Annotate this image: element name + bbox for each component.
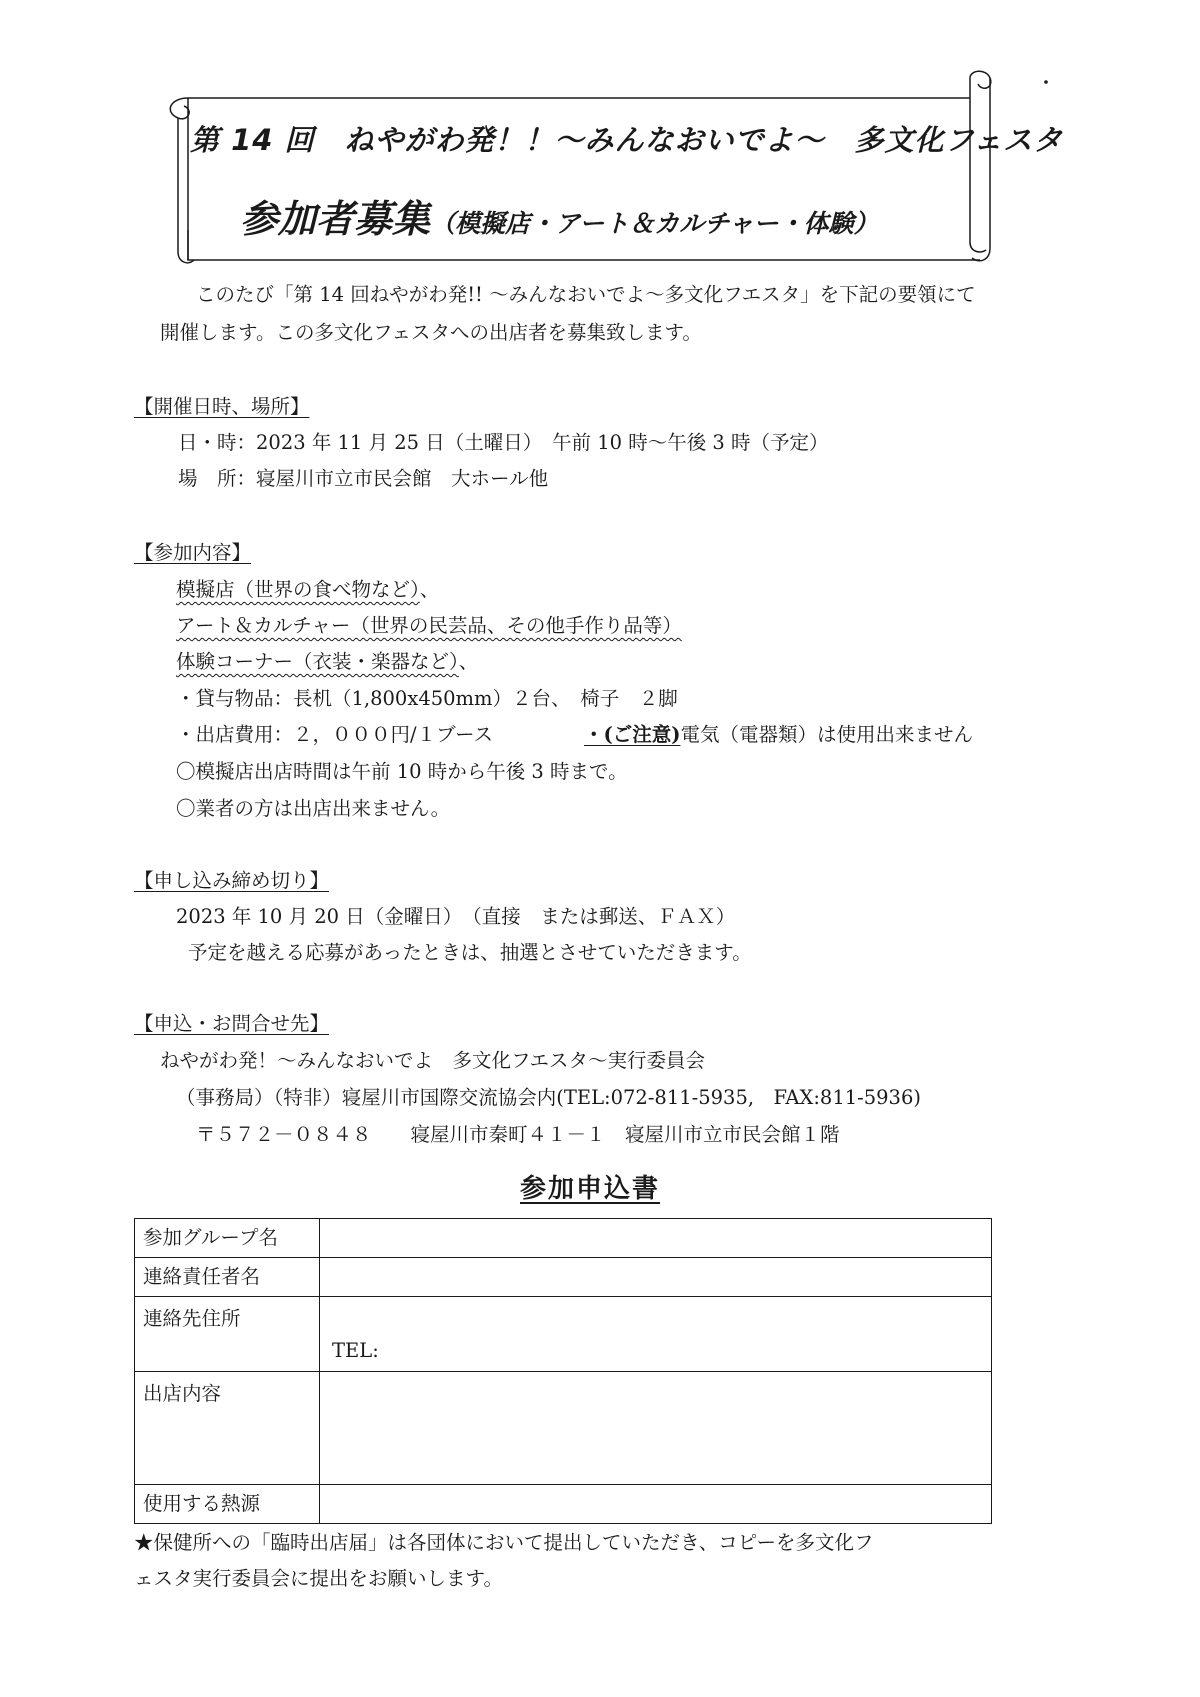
- section-heading-content: 【参加内容】: [134, 541, 252, 564]
- event-title: 第 14 回 ねやがわ発！！～みんなおいでよ～ 多文化フェスタ: [190, 123, 1064, 157]
- office-contact: （事務局）（特非）寝屋川市国際交流協会内(TEL:072-811-5935, FAX:811-5936): [176, 1086, 921, 1109]
- content-item-art: アート＆カルチャー（世界の民芸品、その他手作り品等）: [176, 614, 682, 637]
- form-row-group-name: [135, 1219, 992, 1258]
- form-label-heat-source: 使用する熱源: [135, 1485, 320, 1524]
- section-heading-contact: 【申込・お問合せ先】: [134, 1012, 330, 1035]
- form-field-heat-source[interactable]: [320, 1485, 992, 1524]
- vendor-note: 〇業者の方は出店出来ません。: [176, 797, 451, 820]
- office-address: 〒５７２－０８４８ 寝屋川市秦町４１－１ 寝屋川市立市民会館１階: [196, 1123, 840, 1146]
- form-field-contact-person[interactable]: [320, 1258, 992, 1297]
- recruitment-main: 参加者募集: [240, 197, 431, 241]
- event-place: 場 所：寝屋川市立市民会館 大ホール他: [178, 467, 549, 490]
- form-row-contact-person: [135, 1258, 992, 1297]
- form-tel-label: TEL:: [332, 1339, 379, 1362]
- lottery-note: 予定を越える応募があったときは、抽選とさせていただきます。: [188, 941, 752, 964]
- application-form: [134, 1218, 992, 1524]
- rental-items: ・貸与物品：長机（1,800x450mm）２台、 椅子 ２脚: [176, 687, 678, 710]
- stall-fee: ・出店費用：２，０００円/１ブース: [176, 723, 494, 746]
- recruitment-categories: （模擬店・アート＆カルチャー・体験）: [430, 209, 879, 238]
- form-label-address: 連絡先住所: [135, 1297, 320, 1372]
- content-item-stall: 模擬店（世界の食べ物など）、: [176, 578, 440, 601]
- form-label-group-name: 参加グループ名: [135, 1219, 320, 1258]
- section-heading-deadline: 【申し込み締め切り】: [134, 869, 330, 892]
- form-row-address: [135, 1297, 992, 1372]
- form-label-stall-content: 出店内容: [135, 1372, 320, 1485]
- footnote-line-1: ★保健所への「臨時出店届」は各団体において提出していただき、コピーを多文化フ: [134, 1531, 874, 1554]
- form-field-stall-content[interactable]: [320, 1372, 992, 1485]
- electricity-note: ・(ご注意)電気（電器類）は使用出来ません: [584, 723, 973, 746]
- form-label-contact-person: 連絡責任者名: [135, 1258, 320, 1297]
- form-row-stall-content: [135, 1372, 992, 1485]
- intro-line-2: 開催します。この多文化フェスタへの出店者を募集致します。: [160, 321, 702, 344]
- footnote-line-2: ェスタ実行委員会に提出をお願いします。: [134, 1567, 503, 1590]
- organizer-name: ねやがわ発！～みんなおいでよ 多文化フエスタ～実行委員会: [160, 1049, 706, 1072]
- recruitment-title: [240, 188, 879, 243]
- form-title: 参加申込書: [520, 1174, 661, 1204]
- stall-hours-note: 〇模擬店出店時間は午前 10 時から午後 3 時まで。: [176, 760, 628, 783]
- deadline-date: 2023 年 10 月 20 日（金曜日） （直接 または郵送、ＦＡＸ）: [176, 905, 736, 928]
- event-date: 日・時：2023 年 11 月 25 日（土曜日） 午前 10 時～午後 3 時（予定）: [178, 431, 829, 454]
- form-field-address[interactable]: [320, 1297, 992, 1372]
- intro-line-1: このたび「第 14 回ねやがわ発!! ～みんなおいでよ～多文化フエスタ」を下記の要領にて: [196, 283, 976, 306]
- form-row-heat-source: [135, 1485, 992, 1524]
- form-field-group-name[interactable]: [320, 1219, 992, 1258]
- content-item-experience: 体験コーナー（衣装・楽器など）、: [176, 650, 479, 673]
- section-heading-date: 【開催日時、場所】: [134, 395, 310, 418]
